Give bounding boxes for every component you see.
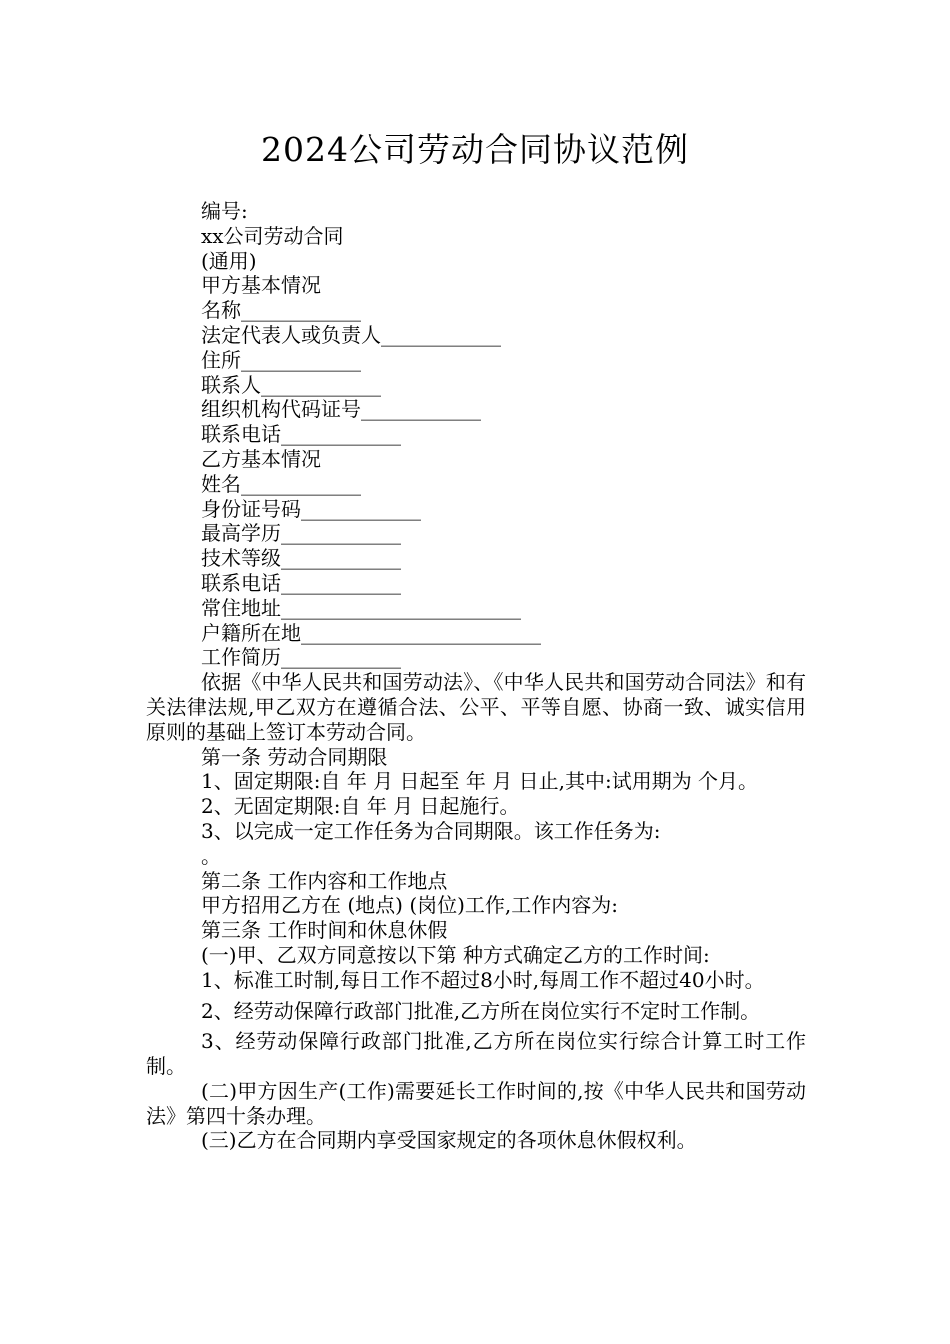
contract-name-line: xx公司劳动合同 [201, 223, 344, 248]
party-a-phone-field: 联系电话____________ [201, 422, 401, 447]
article-1-item-3-end: 。 [201, 843, 221, 868]
article-3-option-2: 2、经劳动保障行政部门批准,乙方所在岗位实行不定时工作制。 [201, 998, 761, 1023]
party-b-name-field: 姓名____________ [201, 471, 361, 496]
party-b-id-field: 身份证号码____________ [201, 496, 421, 521]
article-3-clause-2: (二)甲方因生产(工作)需要延长工作时间的,按《中华人民共和国劳动法》第四十条办理。 [146, 1078, 806, 1128]
article-3-clause-3: (三)乙方在合同期内享受国家规定的各项休息休假权利。 [201, 1128, 697, 1153]
article-3-option-1: 1、标准工时制,每日工作不超过8小时,每周工作不超过40小时。 [201, 967, 765, 992]
party-a-name-field: 名称____________ [201, 298, 361, 323]
party-a-address-field: 住所____________ [201, 347, 361, 372]
article-1-item-2: 2、无固定期限:自 年 月 日起施行。 [201, 794, 520, 819]
party-a-heading: 甲方基本情况 [201, 273, 321, 298]
party-b-skill-level-field: 技术等级____________ [201, 546, 401, 571]
party-b-phone-field: 联系电话____________ [201, 570, 401, 595]
document-title: 2024公司劳动合同协议范例 [261, 130, 689, 169]
party-b-residence-field: 常住地址________________________ [201, 595, 521, 620]
article-3-option-3: 3、经劳动保障行政部门批准,乙方所在岗位实行综合计算工时工作制。 [146, 1029, 806, 1079]
intro-paragraph: 依据《中华人民共和国劳动法》、《中华人民共和国劳动合同法》和有关法律法规,甲乙双方在遵循合法、公平、平等自愿、协商一致、诚实信用原则的基础上签订本劳动合同。 [146, 670, 806, 744]
party-b-household-field: 户籍所在地________________________ [201, 620, 541, 645]
contract-body [146, 199, 806, 1153]
party-b-resume-field: 工作简历____________ [201, 645, 401, 670]
article-1-title: 第一条 劳动合同期限 [201, 744, 388, 769]
article-1-item-1: 1、固定期限:自 年 月 日起至 年 月 日止,其中:试用期为 个月。 [201, 769, 759, 794]
party-a-representative-field: 法定代表人或负责人____________ [201, 322, 501, 347]
party-a-contact-field: 联系人____________ [201, 372, 381, 397]
contract-number-line: 编号: [201, 199, 248, 223]
article-2-title: 第二条 工作内容和工作地点 [201, 868, 448, 893]
article-1-item-3: 3、以完成一定工作任务为合同期限。该工作任务为: [201, 818, 661, 843]
article-2-text: 甲方招用乙方在 (地点) (岗位)工作,工作内容为: [201, 893, 619, 918]
article-3-clause-1: (一)甲、乙双方同意按以下第 种方式确定乙方的工作时间: [201, 942, 710, 967]
party-b-education-field: 最高学历____________ [201, 521, 401, 546]
party-a-org-code-field: 组织机构代码证号____________ [201, 397, 481, 422]
article-3-title: 第三条 工作时间和休息休假 [201, 918, 448, 943]
party-b-heading: 乙方基本情况 [201, 446, 321, 471]
contract-type-line: (通用) [201, 248, 257, 273]
